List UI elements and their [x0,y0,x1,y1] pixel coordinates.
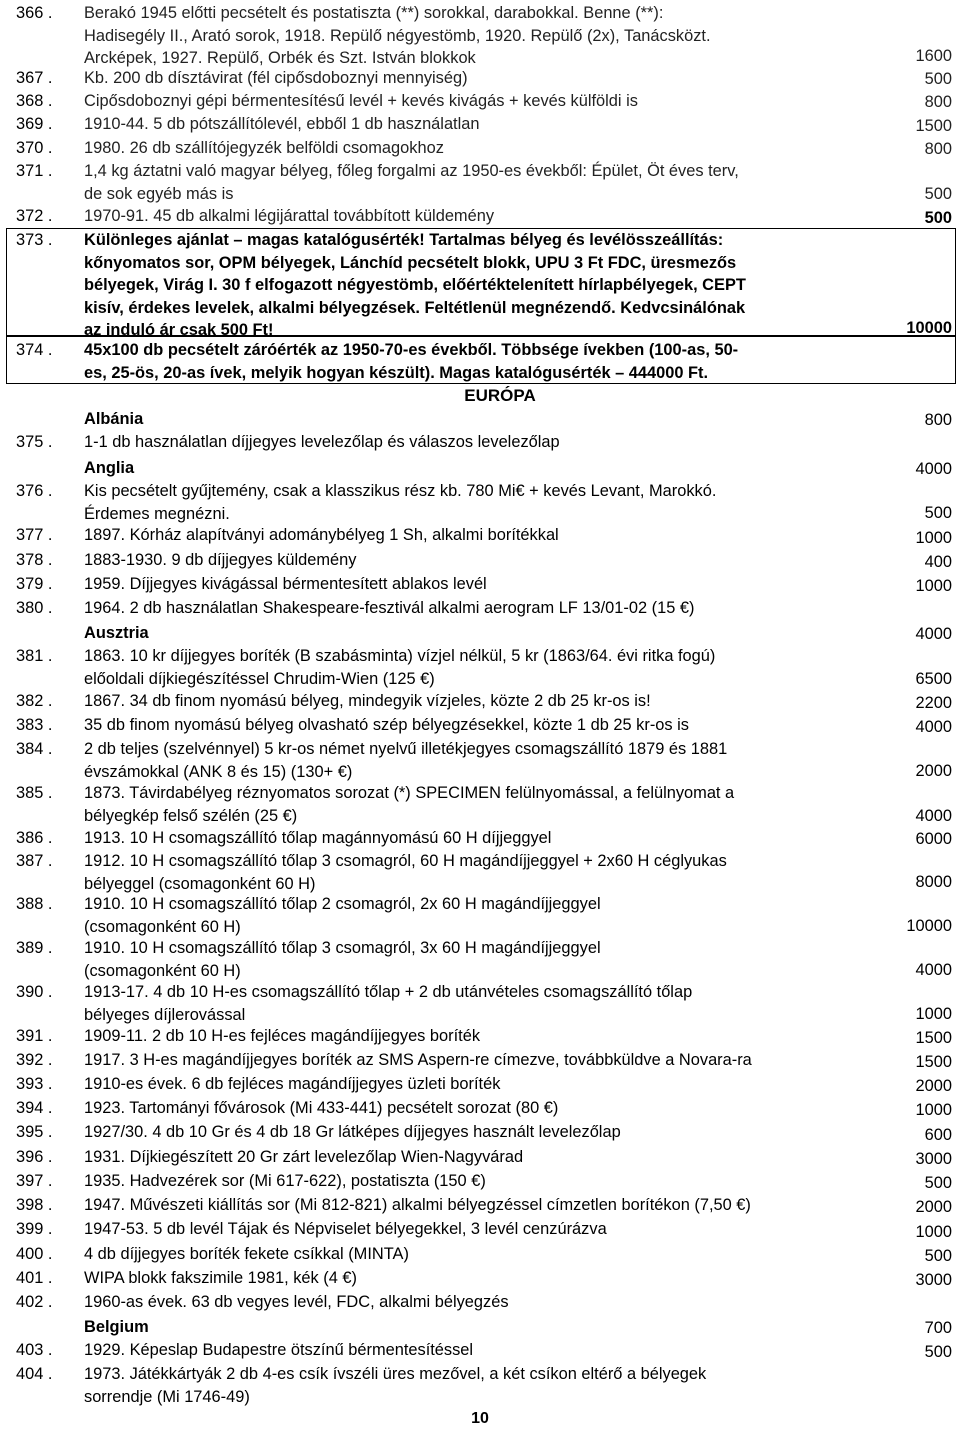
lot-number: 383 . [16,716,53,734]
lot-description: 35 db finom nyomású bélyeg olvasható szép bélyegzésekkel, közte 1 db 25 kr-os is [84,716,689,734]
lot-number: 399 . [16,1220,53,1238]
category-heading-ausztria: Ausztria [84,624,149,642]
lot-price: 800 [924,410,952,429]
lot-number: 380 . [16,599,53,617]
lot-number: 384 . [16,740,53,758]
lot-description: 1873. Távirdabélyeg réznyomatos sorozat (*) SPECIMEN felülnyomással, a felülnyomat a bélyegkép felső szélén (25 €) [84,784,735,825]
lot-description: 2 db teljes (szelvénnyel) 5 kr-os német nyelvű illetékjegyes csomagszállító 1879 és 1881 évszámokkal (ANK 8 és 15) (130+ €) [84,740,728,781]
lot-number: 371 . [16,162,53,180]
lot-price: 500 [924,1173,952,1192]
lot-price: 1500 [915,1052,952,1071]
category-heading-albania: Albánia [84,410,144,428]
lot-description: 1863. 10 kr díjjegyes boríték (B szabásminta) vízjel nélkül, 5 kr (1863/64. évi ritka fogú) előoldali díjkiegészítéssel Chrudim-Wien (125 €) [84,647,716,688]
lot-price: 6000 [915,829,952,848]
lot-price: 1000 [915,1100,952,1119]
lot-number: 402 . [16,1293,53,1311]
lot-number: 395 . [16,1123,53,1141]
lot-number: 389 . [16,939,53,957]
lot-description: 45x100 db pecsételt záróérték az 1950-70-es évekből. Többsége ívekben (100-as, 50- es, 25-ös, 20-as ívek, melyik hogyan készült). Magas katalógusérték – 444000 Ft. [84,341,739,382]
lot-price: 10000 [906,916,952,935]
lot-price: 1500 [915,1028,952,1047]
lot-price: 1600 [915,46,952,65]
lot-price: 2000 [915,1197,952,1216]
lot-description: 1927/30. 4 db 10 Gr és 4 db 18 Gr látképes díjjegyes használt levelezőlap [84,1123,621,1141]
lot-number: 393 . [16,1075,53,1093]
lot-description: 1959. Díjjegyes kivágással bérmentesített ablakos levél [84,575,487,593]
lot-number: 391 . [16,1027,53,1045]
lot-price: 10000 [906,318,952,337]
lot-description: Kb. 200 db dísztávirat (fél cipősdoboznyi mennyiség) [84,69,468,87]
lot-description: 1964. 2 db használatlan Shakespeare-fesztivál alkalmi aerogram LF 13/01-02 (15 €) [84,599,695,617]
lot-description: 1960-as évek. 63 db vegyes levél, FDC, alkalmi bélyegzés [84,1293,509,1311]
lot-description: 1883-1930. 9 db díjjegyes küldemény [84,551,357,569]
lot-description: WIPA blokk fakszimile 1981, kék (4 €) [84,1269,357,1287]
lot-description: Cipősdoboznyi gépi bérmentesítésű levél + kevés kivágás + kevés külföldi is [84,92,638,110]
lot-number: 404 . [16,1365,53,1383]
lot-number: 396 . [16,1148,53,1166]
lot-price: 1500 [915,116,952,135]
lot-description: 1913. 10 H csomagszállító tőlap magánnyomású 60 H díjjeggyel [84,829,552,847]
lot-number: 390 . [16,983,53,1001]
lot-description: 1910-es évek. 6 db fejléces magándíjjegyes üzleti boríték [84,1075,501,1093]
lot-price: 3000 [915,1270,952,1289]
lot-price: 500 [924,503,952,522]
lot-price: 1000 [915,1222,952,1241]
lot-price: 600 [924,1125,952,1144]
lot-number: 368 . [16,92,53,110]
lot-price: 3000 [915,1149,952,1168]
lot-price: 1000 [915,576,952,595]
lot-number: 375 . [16,433,53,451]
lot-price: 500 [924,69,952,88]
lot-description: 4 db díjjegyes boríték fekete csíkkal (MINTA) [84,1245,409,1263]
lot-price: 800 [924,92,952,111]
lot-description: 1970-91. 45 db alkalmi légijárattal továbbított küldemény [84,207,495,225]
lot-number: 401 . [16,1269,53,1287]
lot-price: 500 [924,1246,952,1265]
lot-price: 4000 [915,717,952,736]
lot-number: 400 . [16,1245,53,1263]
lot-price: 1000 [915,1004,952,1023]
lot-number: 381 . [16,647,53,665]
lot-description: 1910. 10 H csomagszállító tőlap 2 csomagról, 2x 60 H magándíjjeggyel (csomagonként 60 H) [84,895,601,936]
lot-description: 1912. 10 H csomagszállító tőlap 3 csomagról, 60 H magándíjjeggyel + 2x60 H céglyukas bélyeggel (csomagonként 60 H) [84,852,727,893]
category-heading-belgium: Belgium [84,1318,149,1336]
lot-price: 500 [924,208,952,227]
lot-number: 387 . [16,852,53,870]
lot-description: 1947-53. 5 db levél Tájak és Népviselet bélyegekkel, 3 levél cenzúrázva [84,1220,607,1238]
lot-price: 700 [924,1318,952,1337]
lot-description: 1-1 db használatlan díjjegyes levelezőlap és válaszos levelezőlap [84,433,560,451]
lot-description: 1980. 26 db szállítójegyzék belföldi csomagokhoz [84,139,444,157]
lot-price: 2200 [915,693,952,712]
lot-price: 500 [924,184,952,203]
region-heading: EURÓPA [464,386,536,405]
lot-price: 1000 [915,528,952,547]
lot-number: 367 . [16,69,53,87]
lot-price: 4000 [915,624,952,643]
lot-number: 394 . [16,1099,53,1117]
lot-number: 385 . [16,784,53,802]
lot-number: 373 . [16,231,53,249]
lot-description: 1897. Kórház alapítványi adománybélyeg 1 Sh, alkalmi borítékkal [84,526,559,544]
lot-description: 1917. 3 H-es magándíjjegyes boríték az SMS Aspern-re címezve, továbbküldve a Novara-ra [84,1051,752,1069]
category-heading-anglia: Anglia [84,459,135,477]
lot-price: 4000 [915,960,952,979]
lot-price: 400 [924,552,952,571]
lot-description: 1909-11. 2 db 10 H-es fejléces magándíjjegyes boríték [84,1027,481,1045]
lot-description: Kis pecsételt gyűjtemény, csak a klasszikus rész kb. 780 Mi€ + kevés Levant, Marokkó. Érdemes megnézni. [84,482,717,523]
lot-price: 800 [924,139,952,158]
lot-number: 369 . [16,115,53,133]
lot-number: 366 . [16,4,53,22]
lot-number: 378 . [16,551,53,569]
lot-number: 388 . [16,895,53,913]
lot-price: 2000 [915,1076,952,1095]
lot-price: 4000 [915,806,952,825]
lot-description: 1923. Tartományi fővárosok (Mi 433-441) pecsételt sorozat (80 €) [84,1099,559,1117]
lot-description: 1973. Játékkártyák 2 db 4-es csík ívszéli üres mezővel, a két csíkon eltérő a bélyegek sorrendje (Mi 1746-49) [84,1365,707,1406]
lot-price: 2000 [915,761,952,780]
lot-number: 377 . [16,526,53,544]
lot-number: 370 . [16,139,53,157]
lot-description: 1931. Díjkiegészített 20 Gr zárt levelezőlap Wien-Nagyvárad [84,1148,524,1166]
lot-description: Berakó 1945 előtti pecsételt és postatiszta (**) sorokkal, darabokkal. Benne (**): Hadisegély II., Arató sorok, 1918. Repülő négyestömb, 1920. Repülő (2x), Tanácsközt. Arcképek, 1927. Repülő, Orbék és Szt. István blokkok [84,4,711,67]
lot-number: 372 . [16,207,53,225]
lot-price [916,0,952,2]
lot-description: 1,4 kg áztatni való magyar bélyeg, főleg forgalmi az 1950-es évekből: Épület, Öt éves terv, de sok egyéb más is [84,162,739,203]
lot-description: Különleges ajánlat – magas katalógusérték! Tartalmas bélyeg és levélösszeállítás: kőnyomatos sor, OPM bélyegek, Lánchíd pecsételt blokk, UPU 3 Ft FDC, üresmezős bélyegek, Virág I. 30 f elfogazott négyestömb, előértéktelenített hírlapbélyegek, CEPT kisív, érdekes levelek, alkalmi bélyegzések. Feltétlenül megnézendő. Kedvcsinálónak az induló ár csak 500 Ft! [84,231,746,339]
lot-description: 1935. Hadvezérek sor (Mi 617-622), postatiszta (150 €) [84,1172,486,1190]
lot-number: 376 . [16,482,53,500]
lot-number: 392 . [16,1051,53,1069]
lot-price: 500 [924,1342,952,1361]
lot-description: 1913-17. 4 db 10 H-es csomagszállító tőlap + 2 db utánvételes csomagszállító tőlap bélyeges díjlerovással [84,983,693,1024]
lot-number: 374 . [16,341,53,359]
page-number: 10 [471,1410,489,1427]
lot-number: 382 . [16,692,53,710]
lot-description: 1910. 10 H csomagszállító tőlap 3 csomagról, 3x 60 H magándíjjeggyel (csomagonként 60 H) [84,939,601,980]
lot-number: 397 . [16,1172,53,1190]
lot-price: 6500 [915,669,952,688]
lot-number: 403 . [16,1341,53,1359]
lot-description: 1929. Képeslap Budapestre ötszínű bérmentesítéssel [84,1341,474,1359]
lot-number: 398 . [16,1196,53,1214]
lot-number: 379 . [16,575,53,593]
lot-price: 8000 [915,872,952,891]
lot-description: 1947. Művészeti kiállítás sor (Mi 812-821) alkalmi bélyegzéssel címzetlen borítékon (7,50 €) [84,1196,751,1214]
lot-description: 1910-44. 5 db pótszállítólevél, ebből 1 db használatlan [84,115,480,133]
lot-description: 1867. 34 db finom nyomású bélyeg, mindegyik vízjeles, közte 2 db 25 kr-os is! [84,692,651,710]
lot-price: 4000 [915,459,952,478]
lot-number: 386 . [16,829,53,847]
